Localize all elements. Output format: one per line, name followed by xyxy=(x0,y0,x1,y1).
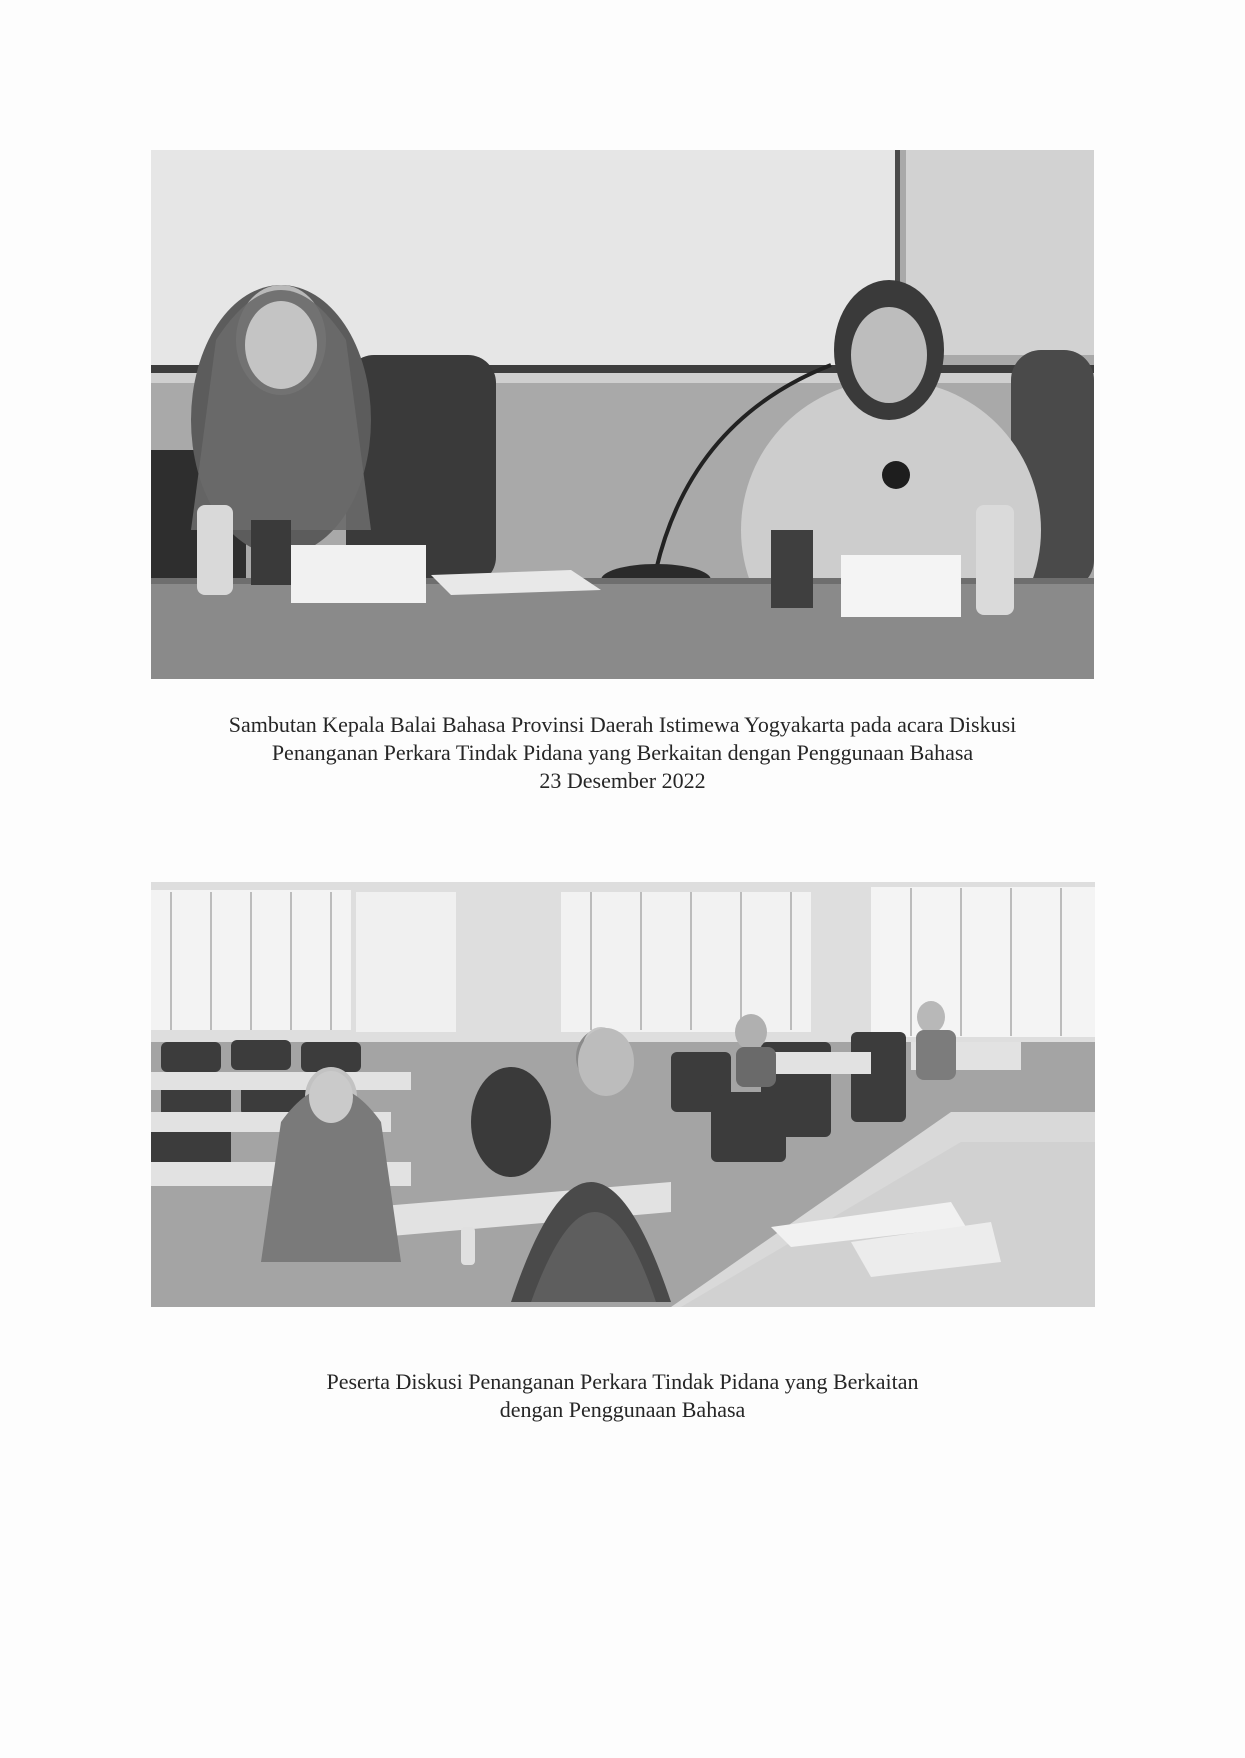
speakers-photo-illustration xyxy=(151,150,1094,679)
participants-photo-caption xyxy=(0,1368,1245,1424)
caption-line: Penanganan Perkara Tindak Pidana yang Berkaitan dengan Penggunaan Bahasa xyxy=(271,740,974,765)
caption-line: dengan Penggunaan Bahasa xyxy=(499,1397,746,1422)
caption-line: Peserta Diskusi Penanganan Perkara Tindak Pidana yang Berkaitan xyxy=(326,1369,919,1394)
participants-photo-illustration xyxy=(151,882,1095,1307)
speakers-photo xyxy=(151,150,1094,679)
caption-date: 23 Desember 2022 xyxy=(539,768,706,793)
participants-photo xyxy=(151,882,1095,1307)
speakers-photo-caption xyxy=(0,711,1245,795)
caption-line: Sambutan Kepala Balai Bahasa Provinsi Daerah Istimewa Yogyakarta pada acara Diskusi xyxy=(228,712,1017,737)
